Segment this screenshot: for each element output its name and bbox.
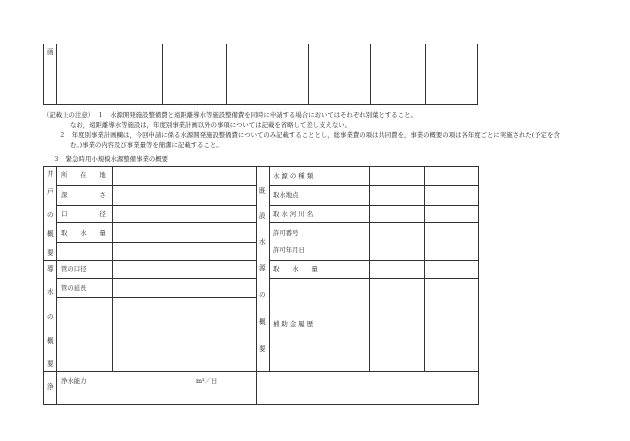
existing-side-char-7: 要 bbox=[259, 345, 266, 353]
pipe-row-diameter: 管の口径 bbox=[61, 265, 87, 273]
purify-label: 浄水能力 bbox=[61, 377, 87, 385]
existing-row-subsidy-history: 補 助 金 履 歴 bbox=[273, 320, 314, 328]
existing-row-permit-date: 許可年月日 bbox=[273, 246, 305, 254]
pipe-side-char-4: 概 bbox=[47, 337, 54, 345]
well-row-intake: 取 水 量 bbox=[61, 229, 106, 237]
pipe-side-char-2: 水 bbox=[47, 288, 54, 296]
existing-side-char-2: 設 bbox=[259, 212, 266, 220]
existing-side-char-5: の bbox=[259, 291, 266, 299]
existing-row-source-type: 水 源 の 種 類 bbox=[273, 172, 314, 180]
well-row-diameter: 口 径 bbox=[61, 210, 106, 218]
existing-side-char-4: 源 bbox=[259, 264, 266, 272]
existing-row-permit-number: 許可番号 bbox=[273, 229, 299, 237]
top-table-row-label: 画 bbox=[47, 48, 54, 56]
pipe-row-length: 管の延長 bbox=[61, 284, 87, 292]
well-side-char-3: の bbox=[47, 211, 54, 219]
notes-line-2: なお，遠距離導水等施設は，年度別事業計画以外の事項については記載を省略して差し支えない。 bbox=[70, 121, 352, 129]
well-side-char-1: 井 bbox=[47, 170, 54, 178]
existing-side-char-1: 既 bbox=[259, 187, 266, 195]
pipe-side-char-5: 要 bbox=[47, 360, 54, 368]
well-side-char-5: 要 bbox=[47, 249, 54, 257]
existing-side-char-6: 概 bbox=[259, 318, 266, 326]
purify-unit: m³／日 bbox=[196, 377, 218, 385]
existing-row-river-name: 取 水 河 川 名 bbox=[273, 210, 314, 218]
well-side-char-4: 概 bbox=[47, 230, 54, 238]
pipe-side-char-3: の bbox=[47, 313, 54, 321]
notes-line-4: む。)事業の内容及び事業量等を簡潔に記載すること。 bbox=[70, 141, 223, 149]
well-side-char-2: 戸 bbox=[47, 188, 54, 196]
existing-row-intake-volume: 取 水 量 bbox=[273, 265, 318, 273]
pipe-side-char-1: 導 bbox=[47, 265, 54, 273]
existing-row-intake-point: 取水地点 bbox=[273, 191, 299, 199]
notes-line-3: ２ 年度別事業計画欄は，今回申請に係る水源開発施設整備費についてのみ記載することとし，総事業費の項は共同費を，事業の概要の項は各年度ごとに実施された(予定を含 bbox=[59, 131, 560, 139]
purify-side-char: 浄 bbox=[47, 383, 54, 391]
section-heading: ３ 緊急時用小規模水源整備事業の概要 bbox=[53, 155, 169, 163]
well-row-location: 所 在 地 bbox=[61, 171, 106, 179]
well-row-depth: 深 さ bbox=[61, 191, 106, 199]
notes-header: （記載上の注意） １ 水源開発施設整備費と遠距離導水等施設整備費を同時に申請する場合においてはそれぞれ別葉とすること。 bbox=[43, 111, 417, 119]
existing-side-char-3: 水 bbox=[259, 238, 266, 246]
